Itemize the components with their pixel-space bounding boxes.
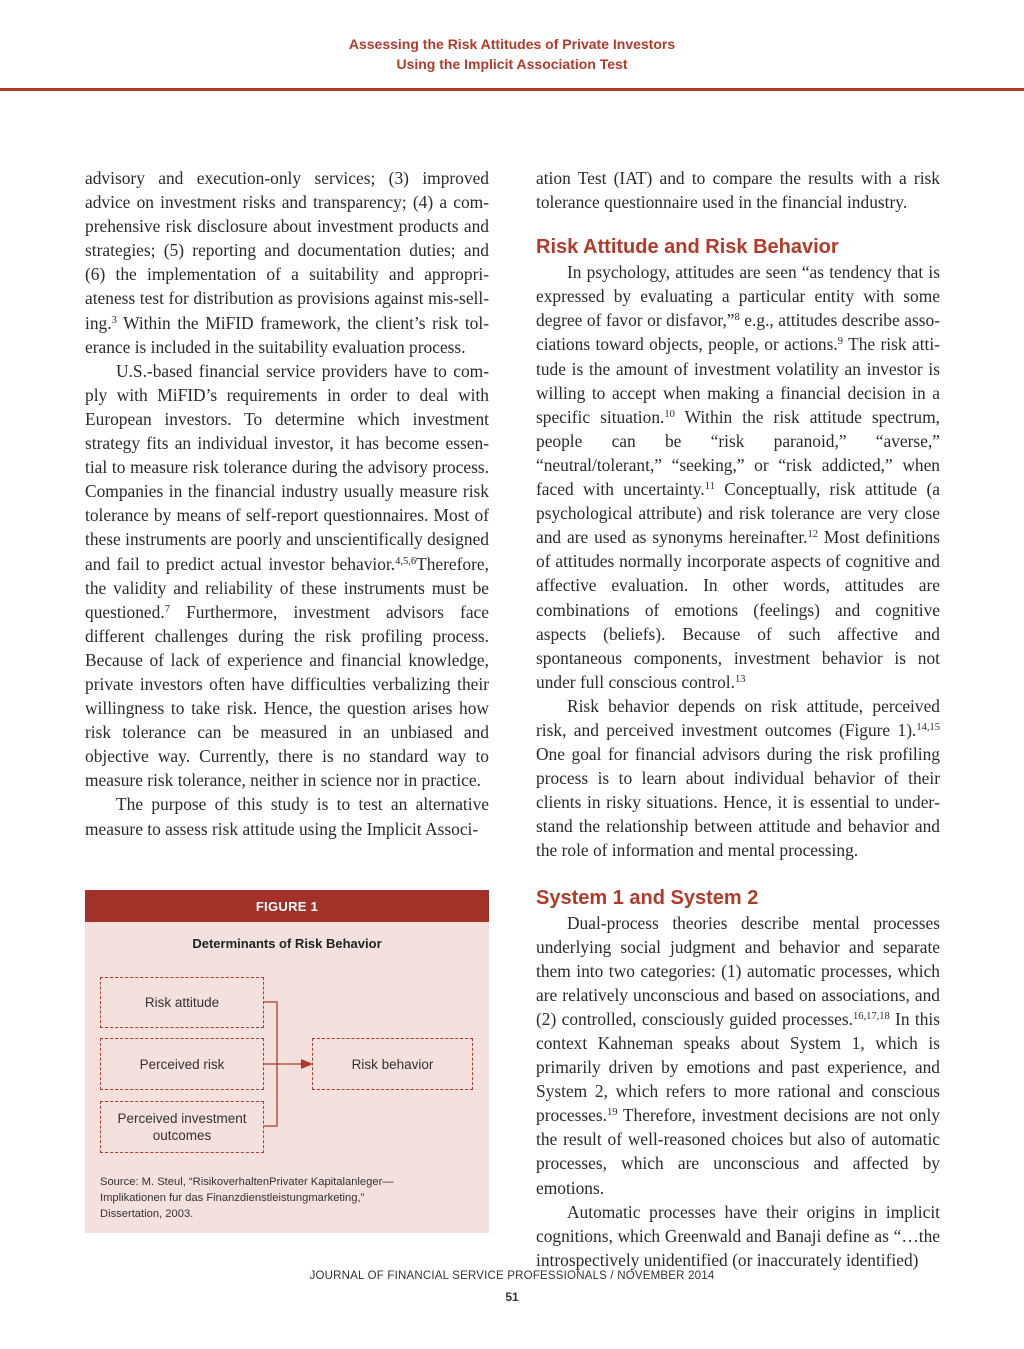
footnote-ref: 10 (664, 408, 675, 420)
right-paragraph-3 (536, 911, 940, 1200)
text-span: advisory and execution-only services; (3) improved advice on investment risks and transparency; (4) a comprehensive risk disclosure about investment products and strategies; (5) reporting and documentation duties; and (6) the implementation of a suitability and appropriateness test for distribution as provisions against mis-selling. (85, 168, 489, 333)
right-paragraph-4: Automatic processes have their origins in implicit cognitions, which Greenwald and Banaji define as “…the introspectively unidentified (or inaccurately identified) (536, 1201, 940, 1270)
text-span: Within the risk attitude spectrum, people can be “risk paranoid,” “averse,” “neutral/tolerant,” “seeking,” or “risk addicted,” when faced with uncertainty. (536, 406, 940, 500)
source-line-1: Source: M. Steul, “RisikoverhaltenPrivater Kapitalanleger— (100, 1176, 394, 1188)
text-span: Therefore, the validity and reliability of these instruments must be questioned. (85, 553, 489, 622)
right-paragraph-1 (536, 260, 940, 694)
footnote-ref: 8 (734, 312, 740, 324)
footnote-ref: 4,5,6 (395, 555, 417, 567)
section-heading-risk-attitude: Risk Attitude and Risk Behavior (536, 236, 839, 259)
running-head-line2: Using the Implicit Association Test (396, 56, 628, 72)
footnote-ref: 14,15 (916, 721, 940, 733)
journal-footer: JOURNAL OF FINANCIAL SERVICE PROFESSIONALS / NOVEMBER 2014 (309, 1270, 715, 1282)
text-span: One goal for financial advisors during the risk profiling process is to learn about individual behavior of their clients in risky situations. Hence, it is essential to understand the relationship between attitude and behavior and the role of information and mental processing. (536, 744, 940, 861)
risk-behavior-box (312, 1038, 473, 1090)
risk-attitude-box (100, 977, 264, 1028)
source-line-2: Implikationen fur das Finanzdienstleistungmarketing,” (100, 1192, 365, 1204)
footnote-ref: 12 (807, 529, 819, 541)
perceived-risk-label: Perceived risk (139, 1056, 225, 1072)
right-column (536, 166, 940, 1272)
source-line-3: Dissertation, 2003. (100, 1208, 194, 1220)
text-span: Risk behavior depends on risk attitude, perceived risk, and perceived investment outcomes (Figure 1). (536, 695, 940, 740)
text-span: Conceptually, risk attitude (a psychological attribute) and risk tolerance are very close and are used as synonyms hereinafter. (536, 479, 940, 548)
text-span: Therefore, investment decisions are not only the result of well-reasoned choices but also of automatic processes, which are unconscious and affected by emotions. (536, 1105, 940, 1198)
figure-1 (85, 890, 489, 1233)
page-number: 51 (505, 1290, 519, 1304)
running-head (0, 34, 1024, 74)
figure-source (100, 1174, 430, 1222)
footnote-ref: 16,17,18 (852, 1010, 890, 1022)
text-span: e.g., attitudes describe associations toward objects, people, or actions. (536, 310, 940, 355)
section-heading-system: System 1 and System 2 (536, 886, 759, 909)
text-span: The risk attitude is the amount of investment volatility an investor is willing to accept when making a financial decision in a specific situation. (536, 334, 940, 427)
text-span: U.S.-based financial service providers have to comply with MiFID’s requirements in order to deal with European investors. To determine which investment strategy fits an individual investor, it has become essential to measure risk tolerance during the advisory process. Companies in the financial industry usually measure risk tolerance by means of self-report questionnaires. Most of these instruments are poorly and unscientifically designed and fail to predict actual investor behavior. (85, 360, 489, 574)
text-span: Within the MiFID framework, the client’s risk tolerance is included in the suitability evaluation process. (85, 312, 489, 357)
text-span: Most definitions of attitudes normally incorporate aspects of cognitive and affective evaluation. In other words, attitudes are combinations of emotions (feelings) and cognitive aspects (beliefs). Because of such affective and spontaneous components, investment behavior is not under full conscious control. (536, 527, 940, 692)
header-rule (0, 88, 1024, 91)
text-span: Dual-process theories describe mental processes underlying social judgment and behavior and separate them into two categories: (1) automatic processes, which are relatively unconscious and based on associations, and (2) controlled, consciously guided processes. (536, 912, 940, 1029)
risk-behavior-label: Risk behavior (351, 1056, 434, 1072)
perceived-outcomes-label-2: outcomes (152, 1128, 212, 1143)
footnote-ref: 13 (734, 673, 746, 685)
figure-label: FIGURE 1 (85, 890, 489, 922)
perceived-risk-box (100, 1038, 264, 1090)
running-head-line1: Assessing the Risk Attitudes of Private Investors (348, 36, 676, 52)
perceived-outcomes-label-1: Perceived investment (117, 1111, 247, 1126)
footnote-ref: 19 (607, 1107, 618, 1119)
text-span: Furthermore, investment advisors face different challenges during the risk profiling process. Because of lack of experience and financial knowledge, private investors often have difficulties verbalizing their willingness to take risk. Hence, the question arises how risk tolerance can be measured in an unbiased and objective way. Currently, there is no standard way to measure risk tolerance, neither in science nor in practice. (85, 601, 489, 791)
text-span: In psychology, attitudes are seen “as tendency that is expressed by evaluating a particular entity with some degree of favor or disfavor,” (536, 262, 940, 331)
right-paragraph-0: ation Test (IAT) and to compare the results with a risk tolerance questionnaire used in the financial industry. (536, 168, 940, 213)
figure-title: Determinants of Risk Behavior (192, 936, 382, 951)
perceived-outcomes-box (100, 1101, 264, 1153)
left-paragraph-1 (85, 166, 489, 359)
risk-attitude-label: Risk attitude (144, 995, 220, 1010)
left-column (85, 166, 489, 841)
right-paragraph-2 (536, 694, 940, 863)
text-span: In this context Kahneman speaks about System 1, which is primarily driven by emotions and past experience, and System 2, which refers to more rational and conscious processes. (536, 1008, 940, 1126)
footnote-ref: 11 (704, 481, 715, 493)
footnote-ref: 9 (837, 336, 843, 348)
left-paragraph-2 (85, 359, 489, 793)
footnote-ref: 7 (164, 603, 170, 615)
left-paragraph-3: The purpose of this study is to test an alternative measure to assess risk attitude using the Implicit Associ- (85, 794, 489, 839)
footnote-ref: 3 (111, 314, 117, 326)
